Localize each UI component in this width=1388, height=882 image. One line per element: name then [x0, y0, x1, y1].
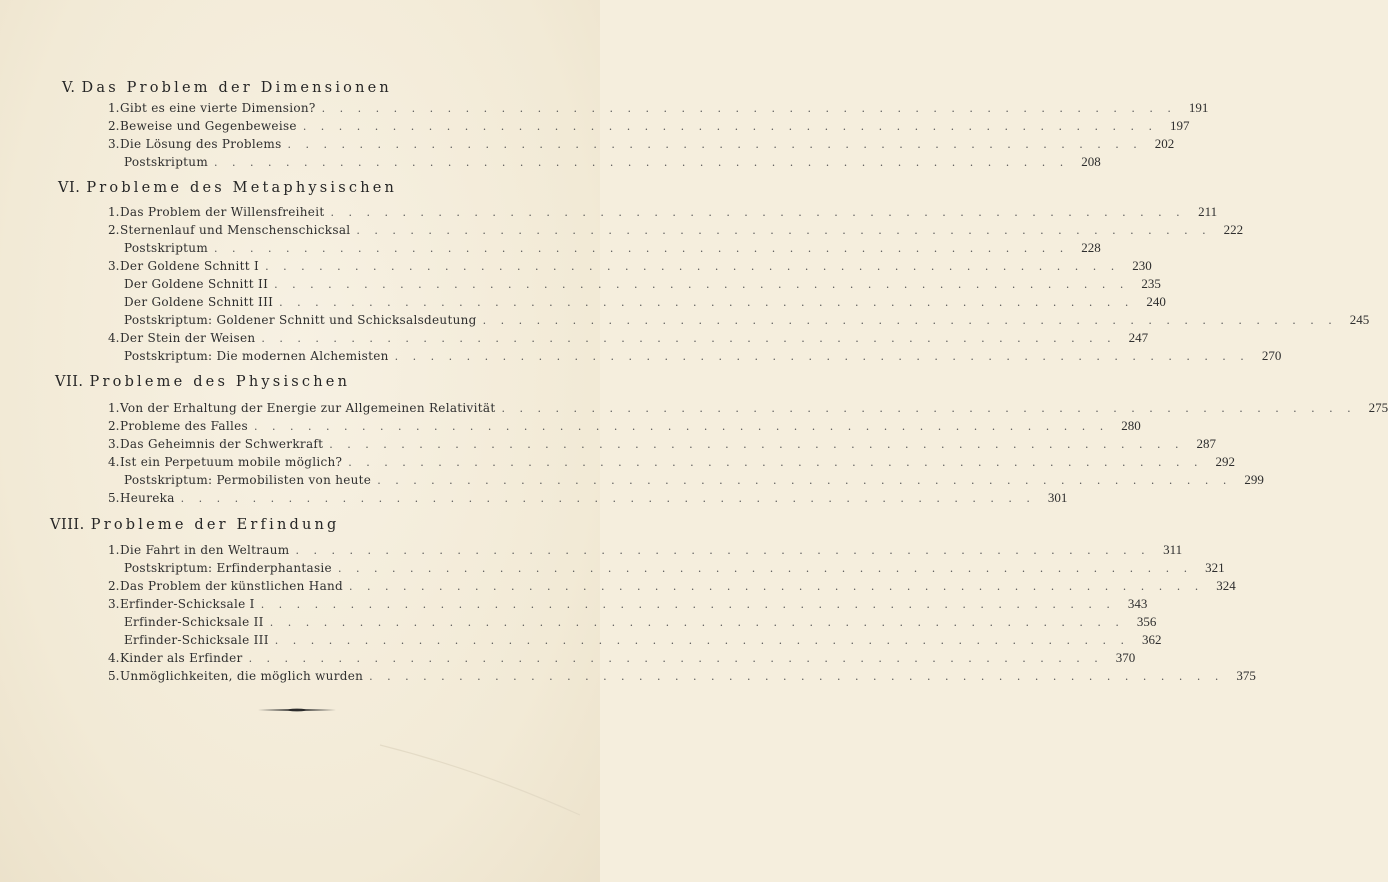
- entry-page: 343: [1127, 596, 1148, 611]
- entry-title: Sternenlauf und Menschenschicksal: [120, 223, 351, 237]
- entry-page: 324: [1216, 578, 1236, 593]
- entry-title: Erfinder-Schicksale I: [120, 597, 255, 611]
- entry-number: 3.: [108, 259, 120, 273]
- entry-page: 208: [1081, 154, 1101, 169]
- toc-entry[interactable]: [108, 436, 1216, 454]
- leader-dots: . . . . . . . . . . . . . . . . . . . . . . . . . . . . . . . . . . . . . . . . . . . . . . . .: [261, 332, 1117, 345]
- entry-page: 311: [1163, 542, 1183, 557]
- toc-entry[interactable]: [108, 418, 1141, 436]
- entry-page: 202: [1154, 136, 1175, 151]
- entry-page: 197: [1170, 118, 1190, 133]
- leader-dots: . . . . . . . . . . . . . . . . . . . . . . . . . . . . . . . . . . . . . . . . . . . . . . . .: [377, 474, 1232, 487]
- section-heading: [58, 180, 397, 196]
- leader-dots: . . . . . . . . . . . . . . . . . . . . . . . . . . . . . . . . . . . . . . . . . . . . . . . .: [337, 562, 1193, 575]
- section-heading: [50, 517, 340, 533]
- entry-number: 2.: [108, 419, 120, 433]
- toc-entry[interactable]: [108, 154, 1101, 172]
- entry-page: 270: [1261, 348, 1282, 363]
- leader-dots: . . . . . . . . . . . . . . . . . . . . . . . . . . . . . . . . . . . . . . . . . . . . . . . .: [269, 616, 1125, 629]
- leader-dots: . . . . . . . . . . . . . . . . . . . . . . . . . . . . . . . . . . . . . . . . . . . . . . . .: [482, 314, 1338, 327]
- entry-page: 292: [1215, 454, 1235, 469]
- toc-entry[interactable]: [108, 632, 1162, 650]
- entry-number: 1.: [108, 401, 120, 415]
- entry-number: 1.: [108, 101, 120, 115]
- toc-entry[interactable]: [108, 204, 1218, 222]
- entry-number: 2.: [108, 579, 120, 593]
- entry-title: Der Stein der Weisen: [120, 331, 256, 345]
- entry-title: Kinder als Erfinder: [120, 651, 243, 665]
- section-title: Probleme des Physischen: [89, 374, 351, 390]
- section-title: Das Problem der Dimensionen: [81, 80, 392, 96]
- section-numeral: V.: [62, 80, 76, 96]
- entry-number: 1.: [108, 205, 120, 219]
- entry-title: Unmöglichkeiten, die möglich wurden: [120, 669, 364, 683]
- toc-entry[interactable]: [108, 400, 1388, 418]
- leader-dots: . . . . . . . . . . . . . . . . . . . . . . . . . . . . . . . . . . . . . . . . . . . . . . . .: [302, 120, 1158, 133]
- leader-dots: . . . . . . . . . . . . . . . . . . . . . . . . . . . . . . . . . . . . . . . . . . . . . . . .: [501, 402, 1357, 415]
- entry-title: Von der Erhaltung der Energie zur Allgemeinen Relativität: [120, 401, 496, 415]
- leader-dots: . . . . . . . . . . . . . . . . . . . . . . . . . . . . . . . . . . . . . . . . . . . . . . . .: [329, 438, 1184, 451]
- section-title: Probleme des Metaphysischen: [86, 180, 398, 196]
- entry-page: 301: [1047, 490, 1068, 505]
- section-numeral: VIII.: [50, 517, 85, 533]
- entry-title: Postskriptum: Permobilisten von heute: [124, 473, 372, 487]
- entry-page: 287: [1196, 436, 1216, 451]
- entry-title: Postskriptum: Die modernen Alchemisten: [124, 349, 389, 363]
- entry-title: Das Problem der Willensfreiheit: [120, 205, 325, 219]
- toc-entry[interactable]: [108, 136, 1175, 154]
- toc-entry[interactable]: [108, 330, 1149, 348]
- entry-title: Die Fahrt in den Weltraum: [120, 543, 290, 557]
- leader-dots: . . . . . . . . . . . . . . . . . . . . . . . . . . . . . . . . . . . . . . . . . . . . . . . .: [214, 156, 1069, 169]
- entry-number: 4.: [108, 651, 120, 665]
- entry-page: 228: [1081, 240, 1101, 255]
- toc-entry[interactable]: [108, 578, 1236, 596]
- leader-dots: . . . . . . . . . . . . . . . . . . . . . . . . . . . . . . . . . . . . . . . . . . . . . . . .: [348, 456, 1203, 469]
- leader-dots: . . . . . . . . . . . . . . . . . . . . . . . . . . . . . . . . . . . . . . . . . . . . . . . .: [214, 242, 1069, 255]
- entry-page: 191: [1188, 100, 1209, 115]
- leader-dots: . . . . . . . . . . . . . . . . . . . . . . . . . . . . . . . . . . . . . . . . . . . . . . . .: [295, 544, 1151, 557]
- entry-title: Erfinder-Schicksale II: [124, 615, 264, 629]
- entry-number: 5.: [108, 669, 120, 683]
- entry-title: Gibt es eine vierte Dimension?: [120, 101, 316, 115]
- toc-entry[interactable]: [108, 294, 1166, 312]
- entry-title: Das Geheimnis der Schwerkraft: [120, 437, 324, 451]
- entry-number: 3.: [108, 437, 120, 451]
- leader-dots: . . . . . . . . . . . . . . . . . . . . . . . . . . . . . . . . . . . . . . . . . . . . . . . .: [321, 102, 1177, 115]
- toc-entry[interactable]: [108, 454, 1235, 472]
- entry-number: 2.: [108, 223, 120, 237]
- entry-page: 275: [1368, 400, 1388, 415]
- toc-entry[interactable]: [108, 222, 1244, 240]
- entry-number: 3.: [108, 597, 120, 611]
- toc-entry[interactable]: [108, 240, 1101, 258]
- toc-entry[interactable]: [108, 596, 1148, 614]
- entry-title: Beweise und Gegenbeweise: [120, 119, 297, 133]
- entry-title: Erfinder-Schicksale III: [124, 633, 269, 647]
- leader-dots: . . . . . . . . . . . . . . . . . . . . . . . . . . . . . . . . . . . . . . . . . . . . . . . .: [254, 420, 1109, 433]
- entry-page: 375: [1236, 668, 1256, 683]
- toc-entry[interactable]: [108, 118, 1190, 136]
- toc-entry[interactable]: [108, 614, 1157, 632]
- entry-title: Die Lösung des Problems: [120, 137, 282, 151]
- leader-dots: . . . . . . . . . . . . . . . . . . . . . . . . . . . . . . . . . . . . . . . . . . . . . . . .: [394, 350, 1250, 363]
- leader-dots: . . . . . . . . . . . . . . . . . . . . . . . . . . . . . . . . . . . . . . . . . . . . . . . .: [248, 652, 1104, 665]
- leader-dots: . . . . . . . . . . . . . . . . . . . . . . . . . . . . . . . . . . . . . . . . . . . . . . . .: [330, 206, 1186, 219]
- section-heading: [62, 80, 392, 96]
- leader-dots: . . . . . . . . . . . . . . . . . . . . . . . . . . . . . . . . . . . . . . . . . . . . . . . .: [274, 278, 1129, 291]
- entry-page: 247: [1128, 330, 1149, 345]
- entry-page: 280: [1121, 418, 1141, 433]
- leader-dots: . . . . . . . . . . . . . . . . . . . . . . . . . . . . . . . . . . . . . . . . . . . . . . . .: [279, 296, 1134, 309]
- toc-entry[interactable]: [108, 542, 1183, 560]
- toc-entry[interactable]: [108, 276, 1161, 294]
- entry-title: Probleme des Falles: [120, 419, 249, 433]
- entry-page: 240: [1146, 294, 1166, 309]
- entry-page: 211: [1198, 204, 1218, 219]
- entry-page: 222: [1223, 222, 1244, 237]
- toc-entry[interactable]: [108, 348, 1282, 366]
- entry-page: 299: [1244, 472, 1264, 487]
- leader-dots: . . . . . . . . . . . . . . . . . . . . . . . . . . . . . . . . . . . . . . . . . . . . . . . .: [265, 260, 1120, 273]
- paper-crease: [380, 740, 580, 820]
- entry-page: 321: [1205, 560, 1225, 575]
- entry-number: 1.: [108, 543, 120, 557]
- entry-title: Das Problem der künstlichen Hand: [120, 579, 344, 593]
- entry-number: 5.: [108, 491, 120, 505]
- toc-entry[interactable]: [108, 312, 1370, 330]
- entry-page: 245: [1349, 312, 1370, 327]
- entry-title: Der Goldene Schnitt I: [120, 259, 260, 273]
- entry-title: Ist ein Perpetuum mobile möglich?: [120, 455, 343, 469]
- entry-title: Der Goldene Schnitt II: [124, 277, 269, 291]
- section-numeral: VI.: [58, 180, 81, 196]
- entry-title: Postskriptum: Erfinderphantasie: [124, 561, 332, 575]
- leader-dots: . . . . . . . . . . . . . . . . . . . . . . . . . . . . . . . . . . . . . . . . . . . . . . . .: [356, 224, 1212, 237]
- entry-number: 2.: [108, 119, 120, 133]
- toc-entry[interactable]: [108, 258, 1152, 276]
- entry-page: 370: [1115, 650, 1136, 665]
- leader-dots: . . . . . . . . . . . . . . . . . . . . . . . . . . . . . . . . . . . . . . . . . . . . . . . .: [274, 634, 1130, 647]
- entry-title: Postskriptum: Goldener Schnitt und Schicksalsdeutung: [124, 313, 477, 327]
- leader-dots: . . . . . . . . . . . . . . . . . . . . . . . . . . . . . . . . . . . . . . . . . . . . . . . .: [260, 598, 1116, 611]
- toc-entry[interactable]: [108, 490, 1068, 508]
- section-numeral: VII.: [55, 374, 84, 390]
- entry-title: Heureka: [120, 491, 175, 505]
- leader-dots: . . . . . . . . . . . . . . . . . . . . . . . . . . . . . . . . . . . . . . . . . . . . . . . .: [287, 138, 1143, 151]
- entry-number: 3.: [108, 137, 120, 151]
- entry-number: 4.: [108, 455, 120, 469]
- section-heading: [55, 374, 350, 390]
- toc-entry[interactable]: [108, 560, 1225, 578]
- leader-dots: . . . . . . . . . . . . . . . . . . . . . . . . . . . . . . . . . . . . . . . . . . . . . . . .: [349, 580, 1204, 593]
- entry-title: Postskriptum: [124, 155, 209, 169]
- entry-title: Der Goldene Schnitt III: [124, 295, 274, 309]
- toc-entry[interactable]: [108, 668, 1256, 686]
- leader-dots: . . . . . . . . . . . . . . . . . . . . . . . . . . . . . . . . . . . . . . . . . . . . . . . .: [369, 670, 1224, 683]
- entry-page: 230: [1132, 258, 1152, 273]
- section-title: Probleme der Erfindung: [90, 517, 340, 533]
- entry-title: Postskriptum: [124, 241, 209, 255]
- end-ornament-rule: [258, 708, 336, 712]
- toc-entry[interactable]: [108, 100, 1209, 118]
- entry-page: 356: [1136, 614, 1157, 629]
- toc-entry[interactable]: [108, 472, 1264, 490]
- entry-page: 235: [1141, 276, 1161, 291]
- toc-entry[interactable]: [108, 650, 1136, 668]
- leader-dots: . . . . . . . . . . . . . . . . . . . . . . . . . . . . . . . . . . . . . . . . . . . . . . . .: [180, 492, 1036, 505]
- entry-number: 4.: [108, 331, 120, 345]
- entry-page: 362: [1141, 632, 1162, 647]
